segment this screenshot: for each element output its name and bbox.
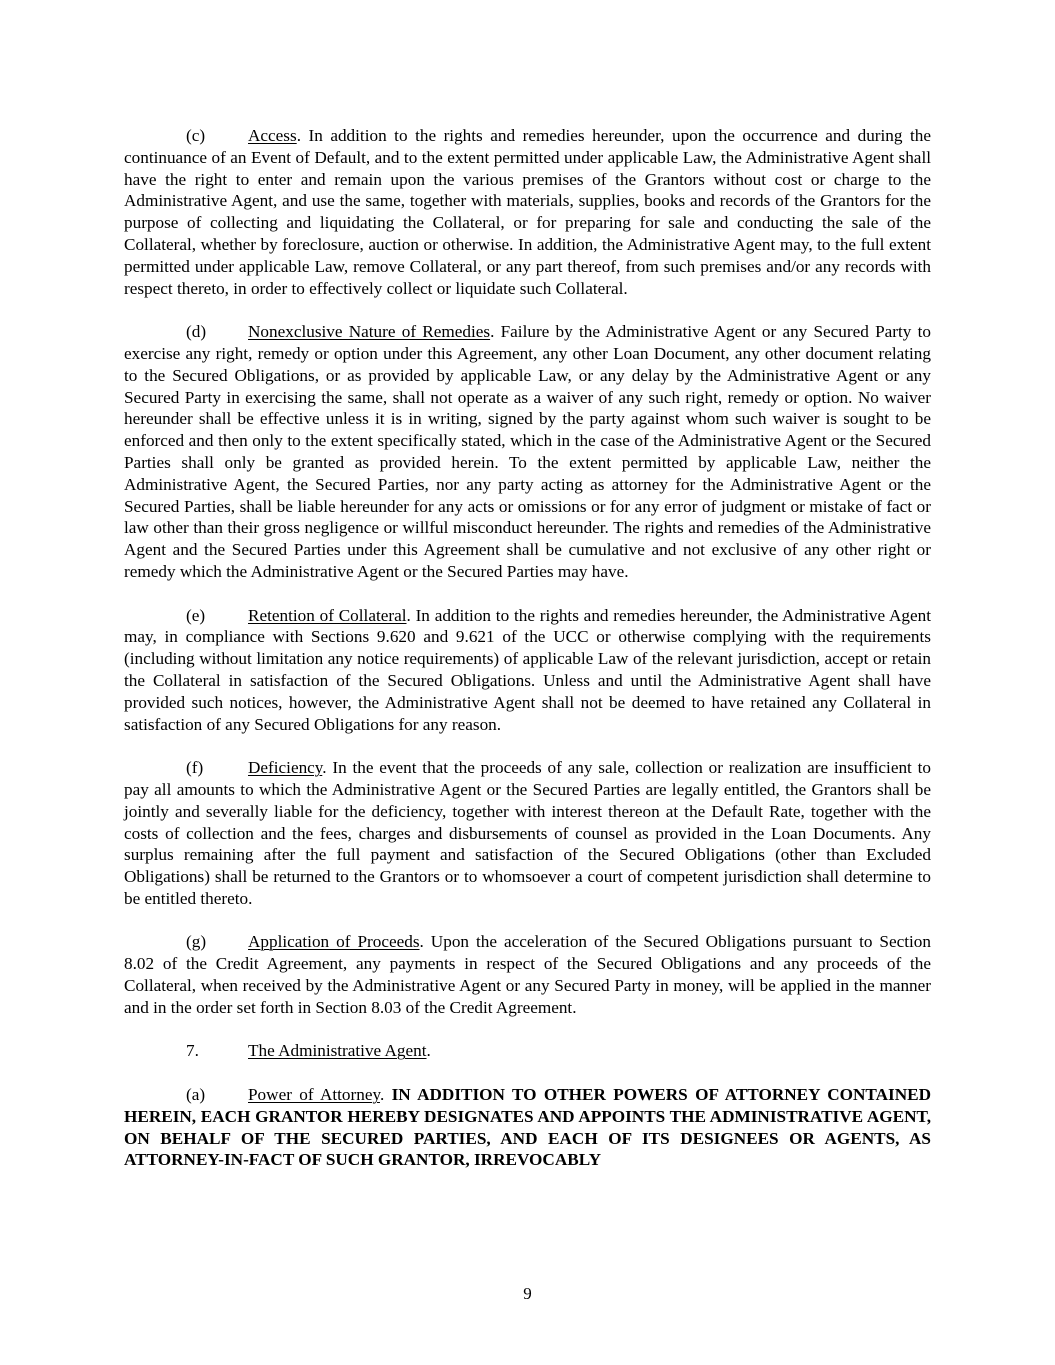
- section-number: 7.: [186, 1041, 199, 1061]
- section-title: Access: [248, 126, 297, 145]
- section-a-power-of-attorney: [124, 1084, 931, 1171]
- section-title: Deficiency: [248, 758, 323, 778]
- section-title: Nonexclusive Nature of Remedies: [248, 322, 491, 342]
- section-title-period: .: [379, 1085, 385, 1105]
- section-title: The Administrative Agent: [248, 1041, 427, 1061]
- document-page: [124, 125, 931, 1193]
- section-number: (d): [186, 322, 207, 342]
- section-title: Retention of Collateral: [248, 605, 407, 625]
- section-body: In addition to the rights and remedies hereunder, the Administrative Agent may, in compliance with Sections 9.620 and 9.621 of the UCC or otherwise complying with the requirements (including without limitation any notice requirements) of applicable Law of the relevant jurisdiction, accept or retain the Collateral in satisfaction of the Secured Obligations. Unless and until the Administrative Agent shall have provided such notices, however, the Administrative Agent shall not be deemed to have retained any Collateral in satisfaction of any Secured Obligations for any reason.: [124, 605, 932, 734]
- section-title-period: .: [426, 1041, 431, 1061]
- section-number: (f): [186, 758, 204, 778]
- section-body: Failure by the Administrative Agent or any Secured Party to exercise any right, remedy or option under this Agreement, any other Loan Document, any other document relating to the Secured Obligations, or as provided by applicable Law, or any delay by the Administrative Agent or any Secured Party in exercising the same, shall not operate as a waiver of any such right, remedy or option. No waiver hereunder shall be effective unless it is in writing, signed by the party against whom such waiver is sought to be enforced and then only to the extent specifically stated, which in the case of the Administrative Agent or the Secured Parties shall only be granted as provided herein. To the extent permitted by applicable Law, neither the Administrative Agent, the Secured Parties, nor any party acting as attorney for the Administrative Agent or the Secured Parties, shall be liable hereunder for any acts or omissions or for any error of judgment or mistake of fact or law other than their gross negligence or willful misconduct hereunder. The rights and remedies of the Administrative Agent and the Secured Parties under this Agreement shall be cumulative and not exclusive of any other right or remedy which the Administrative Agent or the Secured Parties may have.: [124, 322, 931, 581]
- section-body-bold: IN ADDITION TO OTHER POWERS OF ATTORNEY CONTAINED HEREIN, EACH GRANTOR HEREBY DESIGNATES AND APPOINTS THE ADMINISTRATIVE AGENT, ON BEHALF OF THE SECURED PARTIES, AND EACH OF ITS DESIGNEES OR AGENTS, AS ATTORNEY-IN-FACT OF SUCH GRANTOR, IRREVOCABLY: [124, 1085, 932, 1170]
- section-title-period: .: [296, 126, 301, 145]
- page-number: 9: [523, 1284, 532, 1303]
- section-number: (c): [186, 126, 206, 145]
- section-body: In the event that the proceeds of any sale, collection or realization are insufficient to pay all amounts to which the Administrative Agent or the Secured Parties are legally entitled, the Grantors shall be jointly and severally liable for the deficiency, together with interest thereon at the Default Rate, together with the costs of collection and the fees, charges and disbursements of counsel as provided in the Loan Documents. Any surplus remaining after the full payment and satisfaction of the Secured Obligations (other than Excluded Obligations) shall be returned to the Grantors or to whomsoever a court of competent jurisdiction shall determine to be entitled thereto.: [124, 758, 931, 908]
- section-body: In addition to the rights and remedies hereunder, upon the occurrence and during the continuance of an Event of Default, and to the extent permitted under applicable Law, the Administrative Agent shall have the right to enter and remain upon the various premises of the Grantors without cost or charge to the Administrative Agent, and use the same, together with materials, supplies, books and records of the Grantors for the purpose of collecting and liquidating the Collateral, or for preparing for sale and conducting the sale of the Collateral, whether by foreclosure, auction or otherwise. In addition, the Administrative Agent may, to the full extent permitted under applicable Law, remove Collateral, or any part thereof, from such premises and/or any records with respect thereto, in order to effectively collect or liquidate such Collateral.: [124, 126, 931, 298]
- section-number: (e): [186, 605, 206, 625]
- section-c-access: [124, 125, 931, 299]
- section-e-retention-of-collateral: [124, 605, 931, 736]
- section-7-administrative-agent: [124, 1040, 931, 1062]
- section-title-period: .: [406, 605, 411, 625]
- section-title-period: .: [419, 932, 424, 952]
- section-title: Application of Proceeds: [248, 932, 420, 952]
- section-g-application-of-proceeds: [124, 931, 931, 1018]
- section-f-deficiency: [124, 757, 931, 910]
- section-title-period: .: [490, 322, 495, 342]
- section-title-period: .: [322, 758, 327, 778]
- section-number: (g): [186, 932, 207, 952]
- section-d-nonexclusive-remedies: [124, 321, 931, 583]
- section-body: Upon the acceleration of the Secured Obligations pursuant to Section 8.02 of the Credit Agreement, any payments in respect of the Secured Obligations and any proceeds of the Collateral, when received by the Administrative Agent or any Secured Party in money, will be applied in the manner and in the order set forth in Section 8.03 of the Credit Agreement.: [124, 932, 931, 1017]
- section-number: (a): [186, 1085, 206, 1105]
- section-title: Power of Attorney: [248, 1085, 380, 1105]
